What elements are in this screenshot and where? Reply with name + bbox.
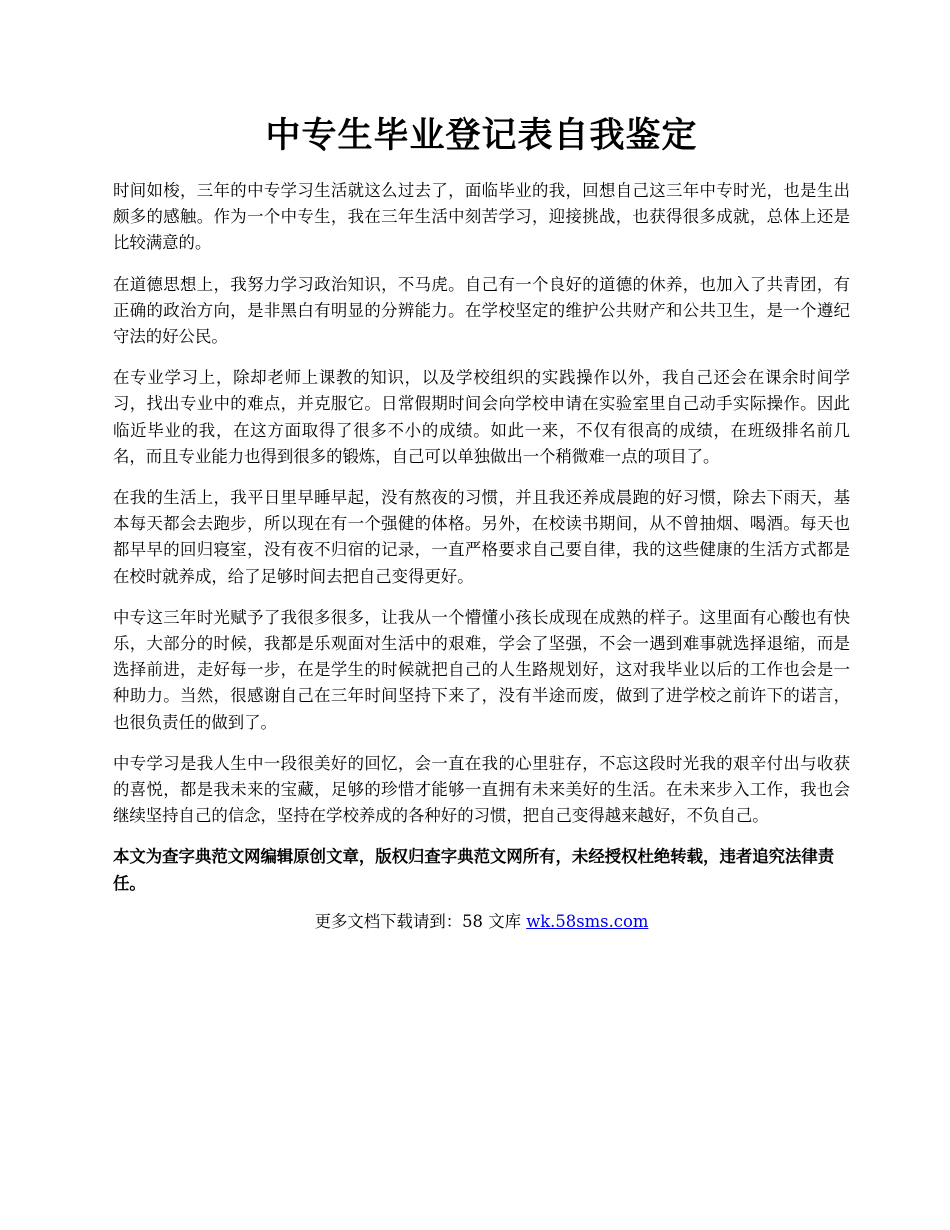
footer-text: 更多文档下载请到：58 文库 [314, 911, 527, 931]
download-footer [113, 909, 850, 935]
paragraph-conclusion: 中专学习是我人生中一段很美好的回忆，会一直在我的心里驻存，不忘这段时光我的艰辛付出与收获的喜悦，都是我未来的宝藏，足够的珍惜才能够一直拥有未来美好的生活。在未来步入工作，我也会继续坚持自己的信念，坚持在学校养成的各种好的习惯，把自己变得越来越好，不负自己。 [113, 753, 850, 826]
document-page [113, 108, 850, 935]
paragraph-growth: 中专这三年时光赋予了我很多很多，让我从一个懵懂小孩长成现在成熟的样子。这里面有心酸也有快乐，大部分的时候，我都是乐观面对生活中的艰难，学会了坚强，不会一遇到难事就选择退缩，而是选择前进，走好每一步，在是学生的时候就把自己的人生路规划好，这对我毕业以后的工作也会是一种助力。当然，很感谢自己在三年时间坚持下来了，没有半途而废，做到了进学校之前许下的诺言，也很负责任的做到了。 [113, 607, 850, 732]
footer-link[interactable]: wk.58sms.com [526, 911, 649, 931]
paragraph-moral: 在道德思想上，我努力学习政治知识，不马虎。自己有一个良好的道德的休养，也加入了共青团，有正确的政治方向，是非黑白有明显的分辨能力。在学校坚定的维护公共财产和公共卫生，是一个遵纪守法的好公民。 [113, 274, 850, 347]
document-title: 中专生毕业登记表自我鉴定 [265, 115, 698, 156]
copyright-notice: 本文为查字典范文网编辑原创文章，版权归查字典范文网所有，未经授权杜绝转载，违者追究法律责任。 [113, 847, 835, 893]
paragraph-study: 在专业学习上，除却老师上课教的知识，以及学校组织的实践操作以外，我自己还会在课余时间学习，找出专业中的难点，并克服它。日常假期时间会向学校申请在实验室里自己动手实际操作。因此临近毕业的我，在这方面取得了很多不小的成绩。如此一来，不仅有很高的成绩，在班级排名前几名，而且专业能力也得到很多的锻炼，自己可以单独做出一个稍微难一点的项目了。 [113, 368, 850, 466]
paragraph-intro: 时间如梭，三年的中专学习生活就这么过去了，面临毕业的我，回想自己这三年中专时光，也是生出颇多的感触。作为一个中专生，我在三年生活中刻苦学习，迎接挑战，也获得很多成就，总体上还是比较满意的。 [113, 181, 850, 253]
paragraph-life: 在我的生活上，我平日里早睡早起，没有熬夜的习惯，并且我还养成晨跑的好习惯，除去下雨天，基本每天都会去跑步，所以现在有一个强健的体格。另外，在校读书期间，从不曾抽烟、喝酒。每天也都早早的回归寝室，没有夜不归宿的记录，一直严格要求自己要自律，我的这些健康的生活方式都是在校时就养成，给了足够时间去把自己变得更好。 [113, 488, 850, 586]
